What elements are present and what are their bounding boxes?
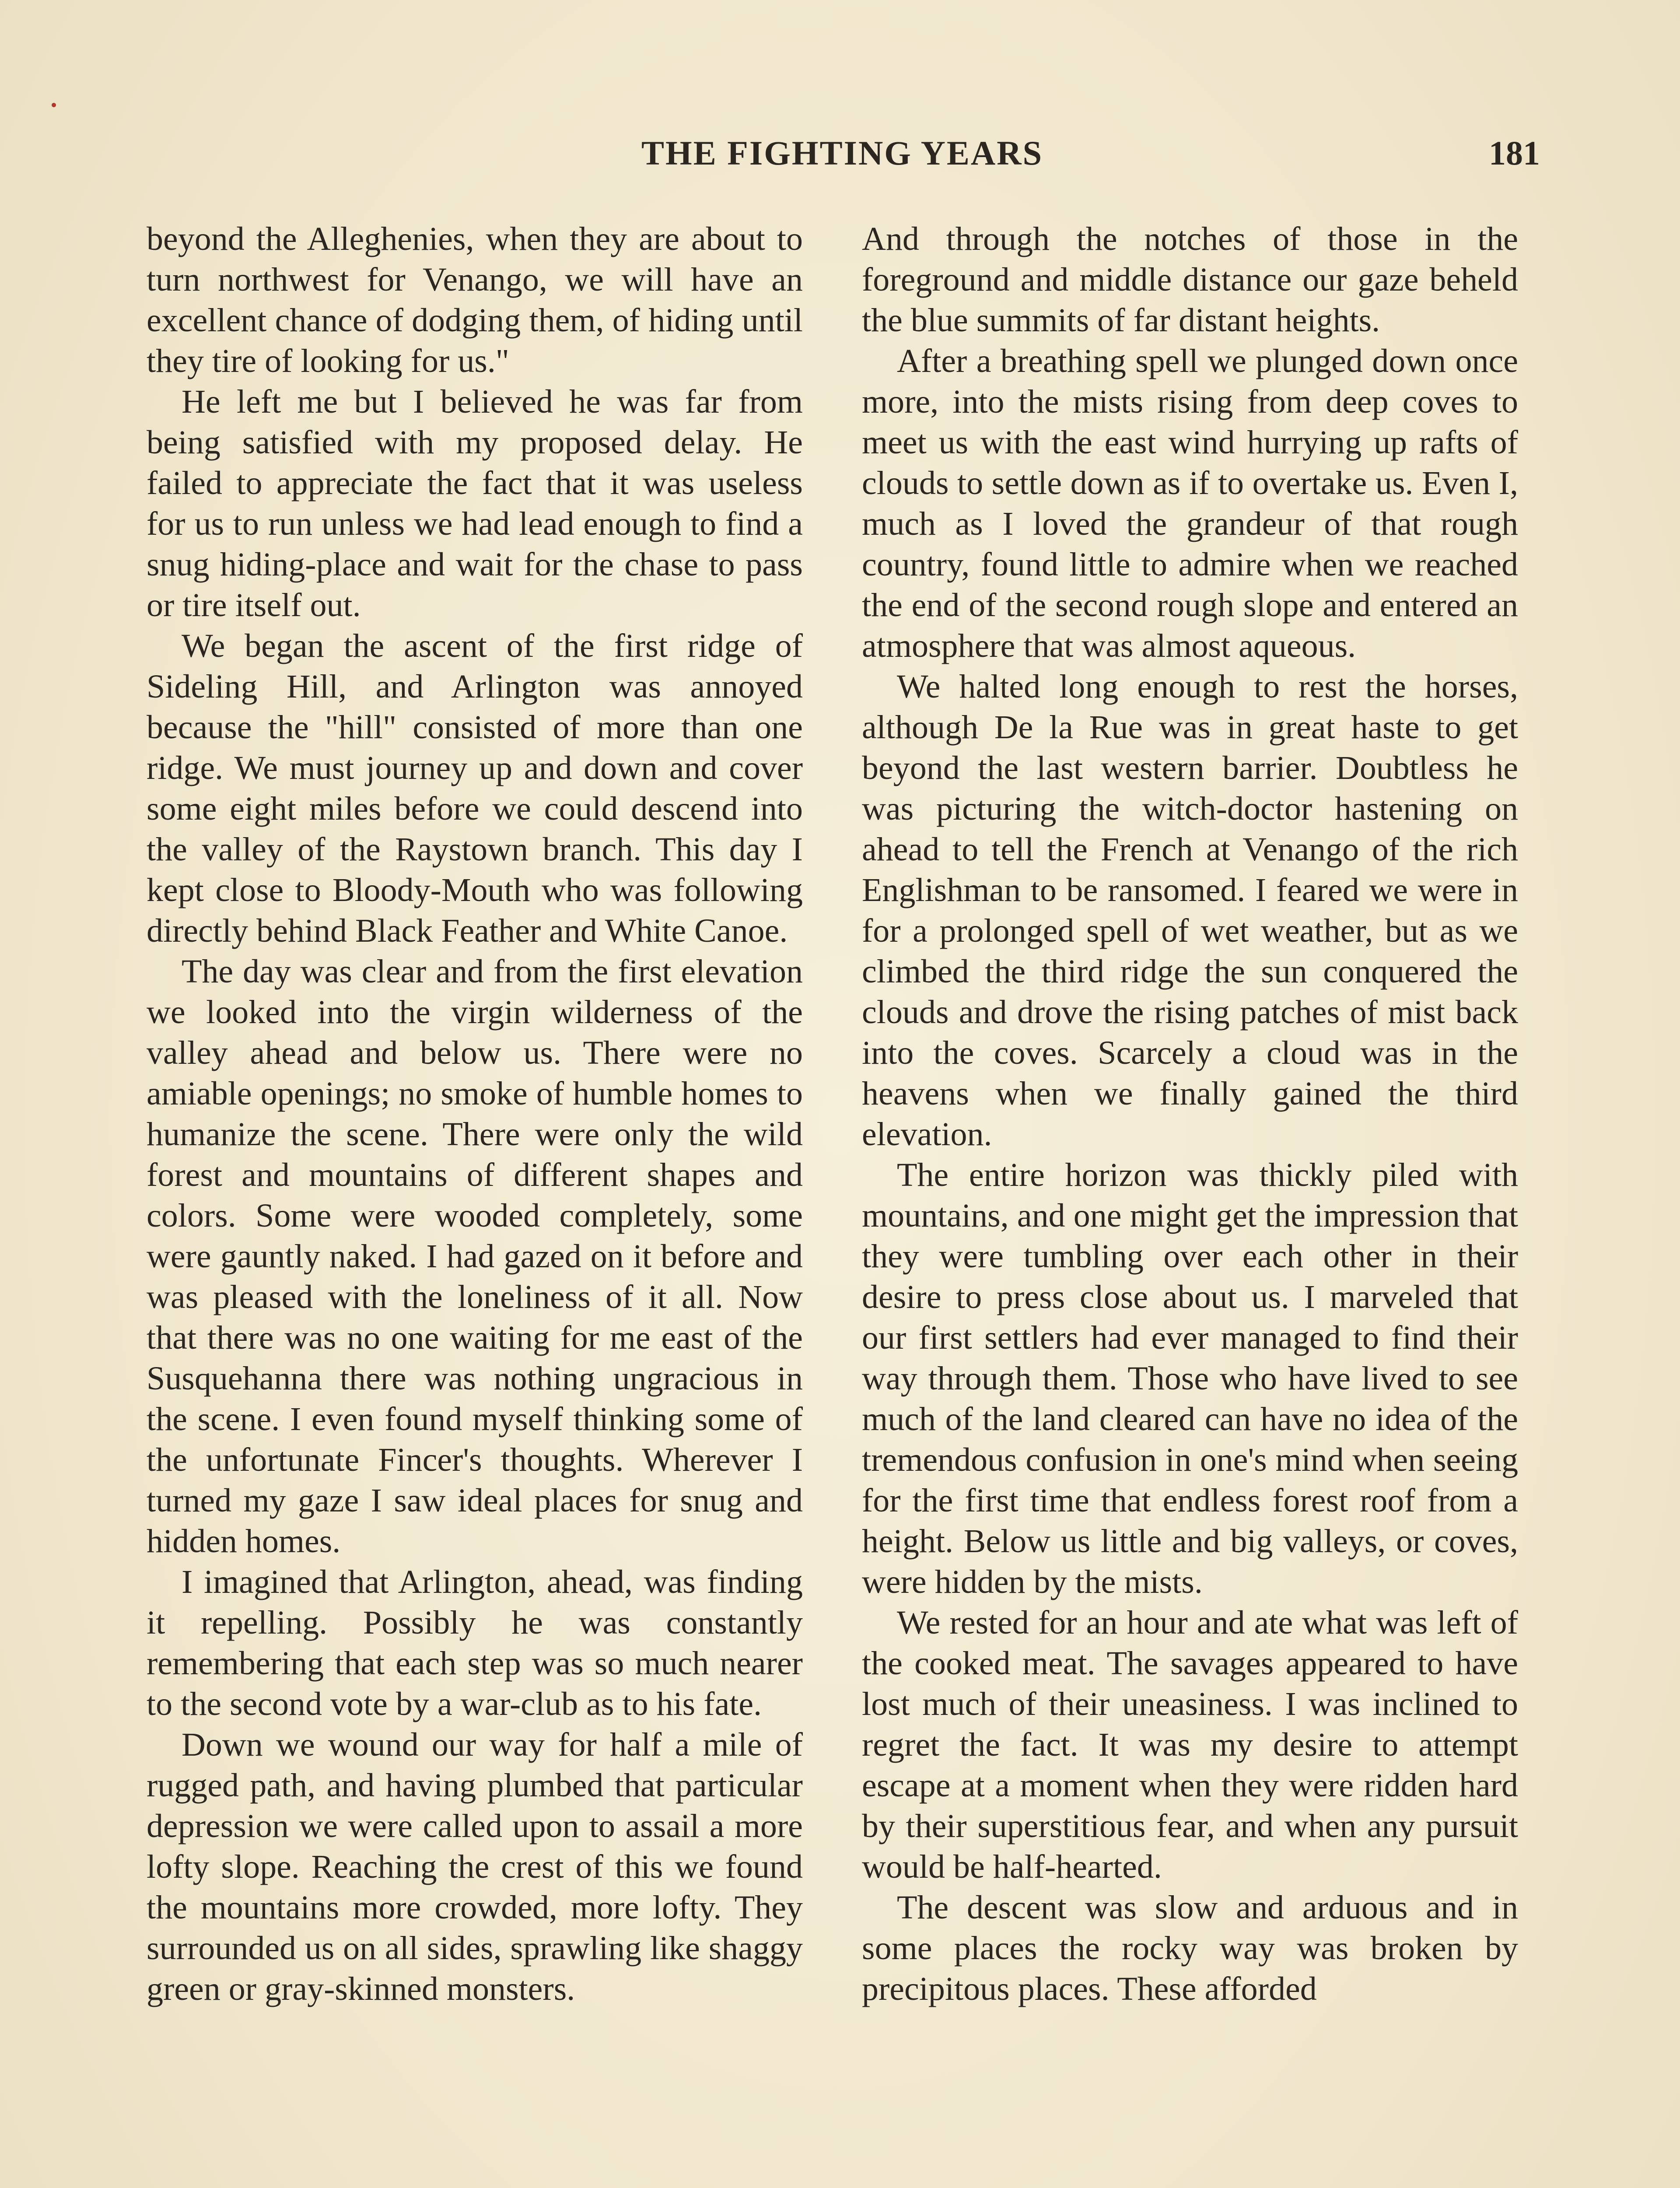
paragraph: He left me but I believed he was far from being satisfied with my proposed delay. He failed to appreciate the fact that it was useless for us to run unless we had lead enough to find a snug hiding-place and wait for the chase to pass or tire itself out. [147,383,803,624]
paragraph: The day was clear and from the first elevation we looked into the virgin wilderness of the valley ahead and below us. There were no amiable openings; no smoke of humble homes to humanize the scene. There were only the wild forest and mountains of different shapes and colors. Some were wooded completely, some were gauntly naked. I had gazed on it before and was pleased with the loneliness of it all. Now that there was no one waiting for me east of the Susquehanna there was nothing ungracious in the scene. I even found myself thinking some of the unfortunate Fincer's thoughts. Wherever I turned my gaze I saw ideal places for snug and hidden homes. [147,953,803,1560]
ink-speck [52,103,56,107]
page-number: 181 [1489,134,1540,172]
right-column [862,219,1518,2188]
paragraph: We rested for an hour and ate what was left of the cooked meat. The savages appeared to have lost much of their uneasiness. I was inclined to regret the fact. It was my desire to attempt escape at a moment when they were ridden hard by their superstitious fear, and when any pursuit would be half-hearted. [862,1604,1518,1885]
paragraph: After a breathing spell we plunged down once more, into the mists rising from deep coves to meet us with the east wind hurrying up rafts of clouds to settle down as if to overtake us. Even I, much as I loved the grandeur of that rough country, found little to admire when we reached the end of the second rough slope and entered an atmosphere that was almost aqueous. [862,343,1518,664]
paragraph: I imagined that Arlington, ahead, was finding it repelling. Possibly he was constantly remembering that each step was so much nearer to the second vote by a war-club as to his fate. [147,1564,803,1722]
paragraph: We began the ascent of the first ridge of Sideling Hill, and Arlington was annoyed because the "hill" consisted of more than one ridge. We must journey up and down and cover some eight miles before we could descend into the valley of the Raystown branch. This day I kept close to Bloody-Mouth who was following directly behind Black Feather and White Canoe. [147,628,803,949]
paragraph: The descent was slow and arduous and in some places the rocky way was broken by precipitous places. These afforded [862,1889,1518,2007]
paragraph: The entire horizon was thickly piled with mountains, and one might get the impression that they were tumbling over each other in their desire to press close about us. I marveled that our first settlers had ever managed to find their way through them. Those who have lived to see much of the land cleared can have no idea of the tremendous confusion in one's mind when seeing for the first time that endless forest roof from a height. Below us little and big valleys, or coves, were hidden by the mists. [862,1157,1518,1600]
paragraph: We halted long enough to rest the horses, although De la Rue was in great haste to get beyond the last western barrier. Doubtless he was picturing the witch-doctor hastening on ahead to tell the French at Venango of the rich Englishman to be ransomed. I feared we were in for a prolonged spell of wet weather, but as we climbed the third ridge the sun conquered the clouds and drove the rising patches of mist back into the coves. Scarcely a cloud was in the heavens when we finally gained the third elevation. [862,668,1518,1153]
paragraph: Down we wound our way for half a mile of rugged path, and having plumbed that particular depression we were called upon to assail a more lofty slope. Reaching the crest of this we found the mountains more crowded, more lofty. They surrounded us on all sides, sprawling like shaggy green or gray-skinned monsters. [147,1726,803,2007]
paragraph: And through the notches of those in the foreground and middle distance our gaze beheld the blue summits of far distant heights. [862,221,1518,339]
left-column [147,219,803,2188]
page-header [144,131,1540,188]
running-head: THE FIGHTING YEARS [641,134,1043,172]
paragraph: beyond the Alleghenies, when they are about to turn northwest for Venango, we will have an excellent chance of dodging them, of hiding until they tire of looking for us." [147,221,803,379]
